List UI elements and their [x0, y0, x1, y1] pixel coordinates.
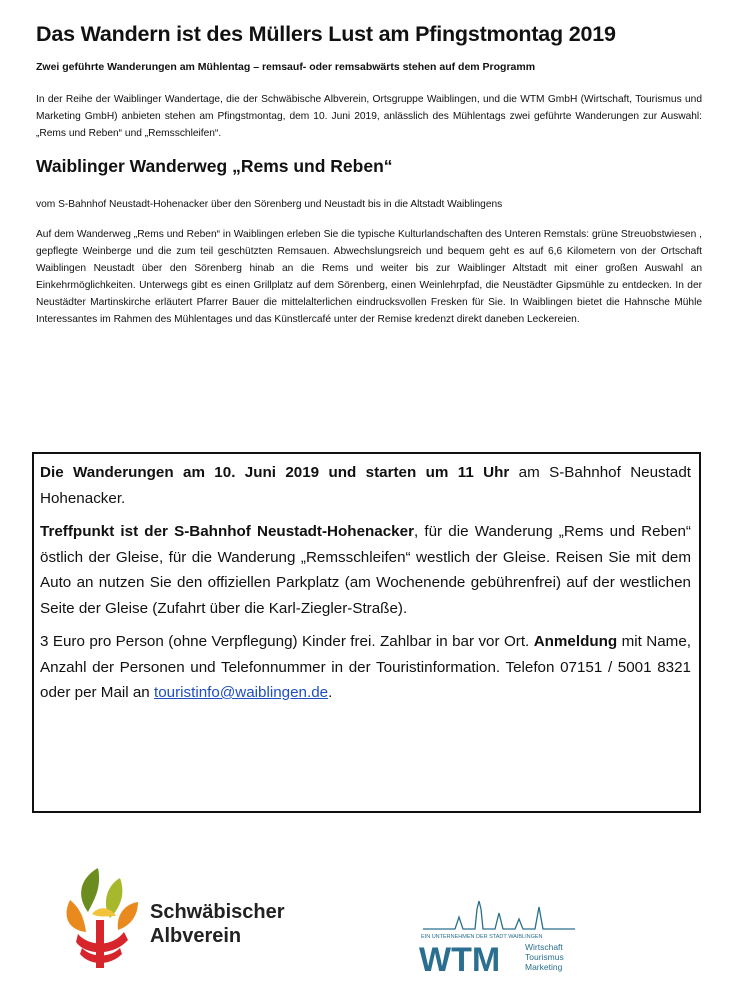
wtm-skyline-icon — [415, 895, 585, 980]
info-registration-bold: Anmeldung — [533, 633, 618, 650]
wtm-line3: Marketing — [525, 962, 563, 972]
intro-paragraph: In der Reihe der Waiblinger Wandertage, die der Schwäbische Albverein, Ortsgruppe Waiblingen, und die WTM GmbH (Wirtschaft, Tourismus und Marketing GmbH) anbieten stehen am Pfingstmontag, dem 10. Juni 2019, anlässlich des Mühlentags zwei geführte Wanderungen zur Auswahl: „Rems und Reben“ und „Remsschleifen“. — [36, 94, 702, 139]
page-title: Das Wandern ist des Müllers Lust am Pfingstmontag 2019 — [36, 22, 616, 46]
info-price-text: 3 Euro pro Person (ohne Verpflegung) Kinder frei. Zahlbar in bar vor Ort. — [40, 633, 534, 650]
section-heading: Waiblinger Wanderweg „Rems und Reben“ — [36, 156, 393, 176]
info-meeting-paragraph — [40, 519, 691, 621]
albverein-line1: Schwäbischer — [150, 901, 285, 923]
info-date-paragraph — [40, 460, 691, 511]
description-paragraph: Auf dem Wanderweg „Rems und Reben“ in Waiblingen erleben Sie die typische Kulturlandschaften des Unteren Remstals: grüne Streuobstwiesen , gepflegte Weinberge und die zum teil geschützten Remsauen. Abwechslungsreich und bequem geht es auf 6,6 Kilometern von der Ortschaft Waiblingen Neustadt über den Sörenberg hinab an die Rems und weiter bis zur Waiblinger Altstadt mit einer großen Auswahl an Einkehrmöglichkeiten. Unterwegs gibt es einen Grillplatz auf dem Sörenberg, einen Weinlehrpfad, die Neustädter Gipsmühle zu entdecken. In der Neustädter Martinskirche erläutert Pfarrer Bauer die mittelalterlichen eindrucksvollen Fresken für Sie. In Waiblingen bietet die Hahnsche Mühle Interessantes im Rahmen des Mühlentages und das Künstlercafé unter der Remise kredenzt direkt daneben Leckereien. — [36, 229, 702, 325]
wtm-tagline: EIN UNTERNEHMEN DER STADT WAIBLINGEN — [421, 934, 543, 940]
info-price-paragraph — [40, 629, 691, 706]
wtm-line1: Wirtschaft — [525, 942, 563, 952]
route-line: vom S-Bahnhof Neustadt-Hohenacker über den Sörenberg und Neustadt bis in die Altstadt Waiblingens — [36, 199, 503, 210]
document-page — [36, 14, 702, 342]
info-meeting-bold: Treffpunkt ist der S-Bahnhof Neustadt-Hohenacker — [40, 523, 414, 540]
wtm-logo — [415, 895, 585, 980]
info-registration-text: mit Name, Anzahl der Personen und Telefonnummer in der Touristinformation. Telefon 07151 / 5001 8321 oder per Mail an — [40, 633, 691, 701]
wtm-line2: Tourismus — [525, 952, 564, 962]
albverein-wordmark — [150, 900, 285, 948]
info-date-bold: Die Wanderungen am 10. Juni 2019 und starten um 11 Uhr — [40, 464, 510, 481]
info-date-rest: am S-Bahnhof Neustadt Hohenacker. — [40, 464, 691, 507]
albverein-line2: Albverein — [150, 925, 242, 947]
info-end: . — [328, 684, 333, 701]
albverein-leaf-icon — [58, 860, 148, 970]
email-link[interactable]: touristinfo@waiblingen.de — [153, 684, 329, 701]
wtm-letters: WTM — [419, 941, 501, 979]
page-subtitle: Zwei geführte Wanderungen am Mühlentag – remsauf- oder remsabwärts stehen auf dem Programm — [36, 61, 536, 73]
info-meeting-rest: , für die Wanderung „Rems und Reben“ östlich der Gleise, für die Wanderung „Remsschleifen“ westlich der Gleise. Reisen Sie mit dem Auto an nutzen Sie den offiziellen Parkplatz (am Wochenende gebührenfrei) auf der westlichen Seite der Gleise (Zufahrt über die Karl-Ziegler-Straße). — [40, 523, 691, 617]
albverein-logo — [58, 860, 308, 970]
info-box — [32, 452, 701, 813]
